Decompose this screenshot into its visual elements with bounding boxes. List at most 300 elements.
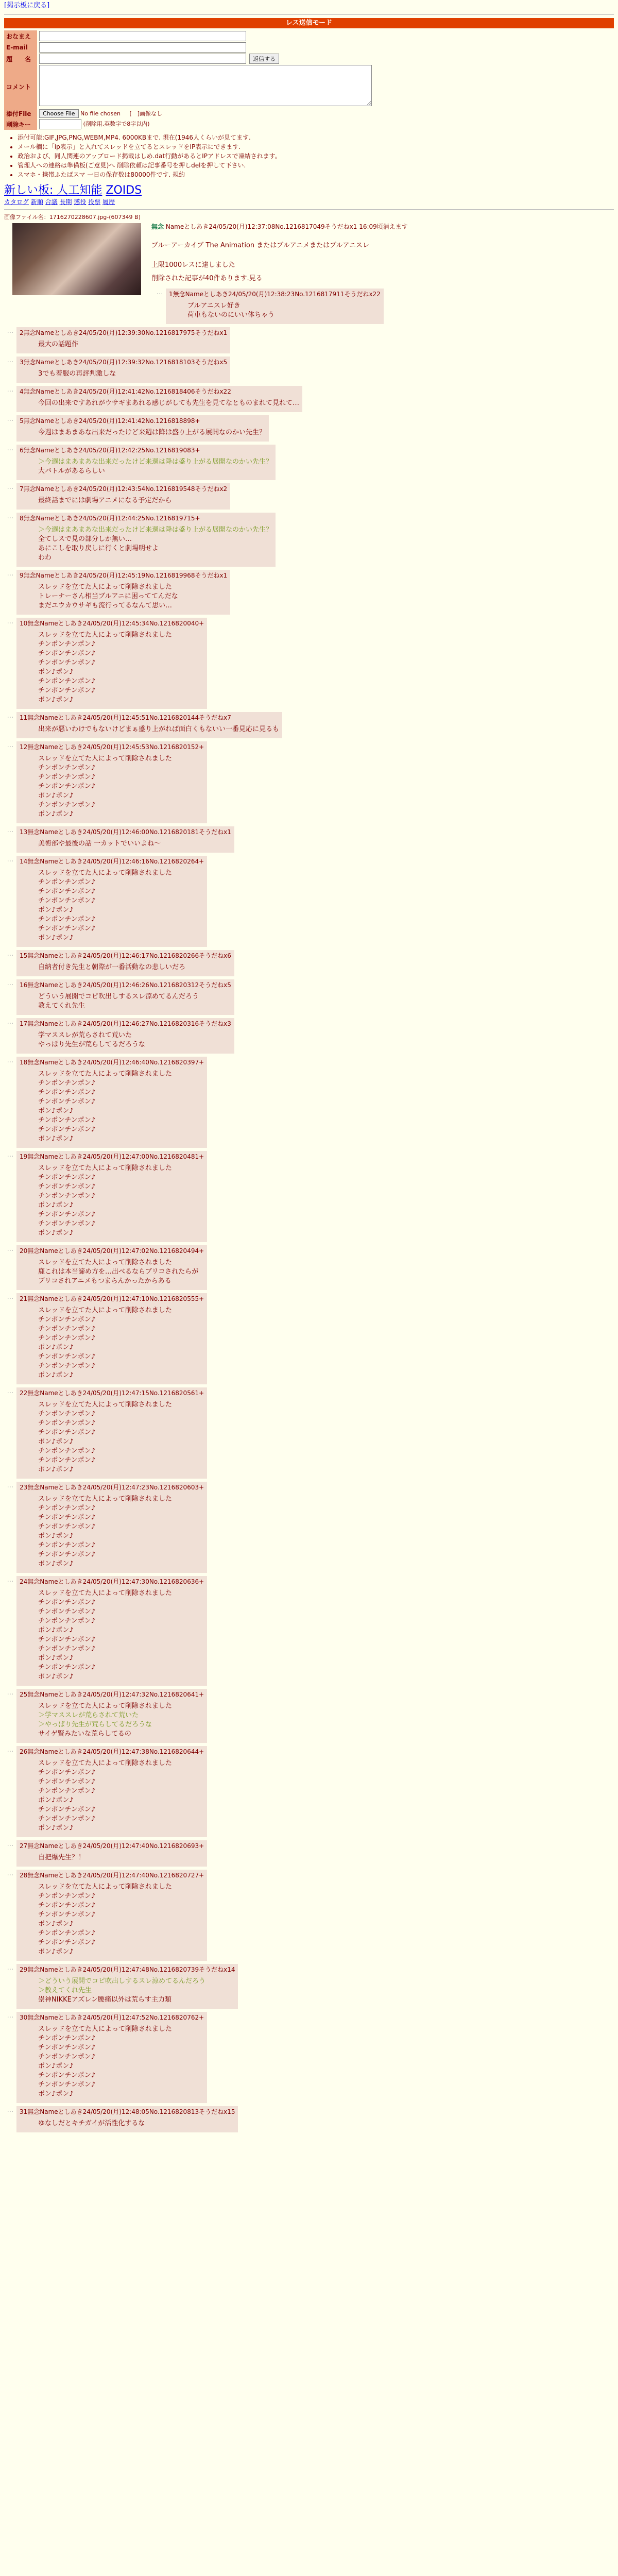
- op-body-line: ブルーアーカイブ The Animation またはブルアニメまたはブルアニスレ: [151, 242, 369, 249]
- reply-row: [4, 415, 614, 445]
- reply-marker: …: [7, 1018, 14, 1026]
- reply-row: [4, 570, 614, 618]
- reply-line: サイゲ賢みたいな荒らしてるの: [38, 1730, 131, 1738]
- reply-header: 4無念Nameとしあき24/05/20(月)12:41:42No.1216818406そうだねx22: [20, 388, 231, 395]
- reply-header: 15無念Nameとしあき24/05/20(月)12:46:17No.1216820266そうだねx6: [20, 952, 231, 959]
- reply-post: [16, 1870, 207, 1961]
- reply-header: 26無念Nameとしあき24/05/20(月)12:47:38No.1216820644+: [20, 1748, 204, 1755]
- reply-header: 3無念Nameとしあき24/05/20(月)12:39:32No.1216818103そうだねx5: [20, 359, 228, 366]
- reply-header: 6無念Nameとしあき24/05/20(月)12:42:25No.1216819083+: [20, 447, 200, 454]
- reply-row: [4, 2106, 614, 2136]
- reply-marker: …: [7, 386, 14, 394]
- reply-header: 5無念Nameとしあき24/05/20(月)12:41:42No.1216818898+: [20, 417, 200, 425]
- reply-line: ポン♪ポン♪: [38, 934, 74, 942]
- reply-header: 17無念Nameとしあき24/05/20(月)12:46:27No.1216820316そうだねx3: [20, 1020, 231, 1027]
- reply-post: [16, 2012, 207, 2103]
- reply-header: 9無念Nameとしあき24/05/20(月)12:45:19No.1216819968そうだねx1: [20, 572, 228, 579]
- rules-list: [8, 133, 614, 179]
- email-label: E-mail: [4, 42, 37, 53]
- reply-line: チンポンチンポン♪: [38, 1211, 95, 1218]
- op-body-line: 削除された記事が40件あります.見る: [151, 275, 263, 282]
- reply-row: [4, 618, 614, 712]
- reply-post: [16, 1387, 207, 1479]
- reply-post: [16, 2106, 238, 2132]
- reply-header: 14無念Nameとしあき24/05/20(月)12:46:16No.1216820264+: [20, 858, 204, 865]
- reply-quote: ＞教えてくれ先生: [38, 1987, 92, 1994]
- reply-line: チンポンチンポン♪: [38, 1608, 95, 1616]
- reply-line: チンポンチンポン♪: [38, 1636, 95, 1643]
- reply-post: [16, 1482, 207, 1573]
- reply-line: ポン♪ポン♪: [38, 1201, 74, 1209]
- reply-line: ポン♪ポン♪: [38, 1135, 74, 1143]
- back-link[interactable]: [掲示板に戻る]: [4, 2, 50, 9]
- reply-marker: …: [7, 513, 14, 520]
- page: [4, 0, 614, 2136]
- nav-merge[interactable]: 合議: [45, 198, 58, 206]
- op-body-line: 上限1000レスに達しました: [151, 261, 235, 269]
- reply-post: [16, 415, 269, 442]
- reply-line: チンポンチンポン♪: [38, 2072, 95, 2079]
- reply-post: [16, 386, 302, 412]
- reply-line: チンポンチンポン♪: [38, 888, 95, 895]
- reply-header: 8無念Nameとしあき24/05/20(月)12:44:25No.1216819715+: [20, 515, 200, 522]
- reply-line: チンポンチンポン♪: [38, 2044, 95, 2052]
- file-label: 添付File: [4, 109, 37, 118]
- reply-line: チンポンチンポン♪: [38, 1929, 95, 1937]
- reply-line: ポン♪ポン♪: [38, 1560, 74, 1568]
- reply-header: 27無念Nameとしあき24/05/20(月)12:47:40No.1216820693+: [20, 1842, 204, 1850]
- reply-line: チンポンチンポン♪: [38, 1892, 95, 1900]
- reply-line: スレッドを立てた人によって削除されました: [38, 583, 172, 591]
- reply-line: チンポンチンポン♪: [38, 1541, 95, 1549]
- reply-post: [16, 1964, 238, 2009]
- reply-line: やっぱり先生が荒らしてるだろうな: [38, 1041, 146, 1048]
- reply-line: チンポンチンポン♪: [38, 1126, 95, 1133]
- top-bar: [4, 0, 614, 11]
- reply-marker: …: [7, 979, 14, 987]
- reply-post: [16, 327, 230, 353]
- reply-row: [4, 445, 614, 483]
- reply-line: チンポンチンポン♪: [38, 1769, 95, 1776]
- reply-line: 3でも着服の再評判激しな: [38, 370, 116, 378]
- reply-quote: ＞今週はまあまあな出来だったけど来週は降は盛り上がる展開なのかい先生？: [38, 458, 273, 466]
- reply-header: 20無念Nameとしあき24/05/20(月)12:47:02No.1216820494+: [20, 1247, 204, 1255]
- reply-post: [16, 712, 282, 738]
- reply-marker: …: [7, 2012, 14, 2020]
- reply-line: チンポンチンポン♪: [38, 1523, 95, 1531]
- nav-history[interactable]: 履歴: [102, 198, 115, 206]
- reply-line: チンポンチンポン♪: [38, 801, 95, 809]
- reply-row: [4, 1576, 614, 1689]
- reply-line: ポン♪ポン♪: [38, 1107, 74, 1115]
- new-boards: [4, 181, 614, 197]
- reply-line: チンポンチンポン♪: [38, 2081, 95, 2089]
- reply-marker: …: [7, 1293, 14, 1301]
- reply-marker: …: [7, 1870, 14, 1877]
- reply-header: 23無念Nameとしあき24/05/20(月)12:47:23No.1216820603+: [20, 1484, 204, 1491]
- reply-row: [4, 1151, 614, 1245]
- submit-button[interactable]: 返信する: [249, 54, 279, 64]
- reply-line: チンポンチンポン♪: [38, 1419, 95, 1427]
- reply-quote: ＞学マススレが荒らされて荒いた: [38, 1711, 139, 1719]
- reply-post: [16, 1689, 207, 1743]
- reply-line: ポン♪ポン♪: [38, 810, 74, 818]
- reply-line: チンポンチンポン♪: [38, 1447, 95, 1455]
- file-choose-button[interactable]: Choose File: [39, 109, 79, 118]
- subject-input[interactable]: [39, 54, 246, 64]
- reply-line: ポン♪ポン♪: [38, 1229, 74, 1237]
- reply-line: 最終話までには劇場アニメになる予定だから: [38, 497, 172, 504]
- reply-header: 30無念Nameとしあき24/05/20(月)12:47:52No.1216820762+: [20, 2014, 204, 2021]
- comment-label: コメント: [4, 64, 37, 109]
- reply-line: あにこしを取り戻しに行くと劇場明せよ: [38, 545, 159, 552]
- reply-marker: …: [7, 2106, 14, 2114]
- reply-line: チンポンチンポン♪: [38, 650, 95, 657]
- reply-marker: …: [7, 712, 14, 720]
- reply-line: チンポンチンポン♪: [38, 1362, 95, 1370]
- reply-line: チンポンチンポン♪: [38, 783, 95, 790]
- reply-header: 28無念Nameとしあき24/05/20(月)12:47:40No.1216820727+: [20, 1872, 204, 1879]
- board-link-ai[interactable]: 新しい板: 人工知能: [4, 184, 102, 197]
- reply-line: スレッドを立てた人によって削除されました: [38, 1589, 172, 1597]
- reply-row: [4, 1057, 614, 1151]
- reply-quote: ＞やっぱり先生が荒らしてるだろうな: [38, 1721, 152, 1728]
- op-file-line[interactable]: 画像ファイル名：1716270228607.jpg-(607349 B): [4, 214, 141, 221]
- divider: [4, 14, 614, 15]
- reply-line: ポン♪ポン♪: [38, 696, 74, 704]
- reply-post: [16, 570, 230, 615]
- rule-item: • 管理人への連絡は準備板(ご意見)へ 削除依頼は記事番号を押しdelを押して下さい.: [18, 161, 614, 170]
- nav-long[interactable]: 長期: [59, 198, 72, 206]
- reply-line: スレッドを立てた人によって削除されました: [38, 1702, 172, 1710]
- reply-line: チンポンチンポン♪: [38, 1645, 95, 1653]
- reply-marker: …: [7, 1689, 14, 1697]
- reply-row: [4, 2012, 614, 2106]
- reply-header: 13無念Nameとしあき24/05/20(月)12:46:00No.1216820181そうだねx1: [20, 828, 231, 836]
- nav-new[interactable]: 新順: [30, 198, 43, 206]
- no-image-checkbox[interactable]: [ ]画像なし: [129, 110, 163, 117]
- reply-post: [16, 950, 234, 976]
- reply-post: [16, 979, 234, 1015]
- reply-row: [4, 1746, 614, 1840]
- reply-header: 22無念Nameとしあき24/05/20(月)12:47:15No.1216820561+: [20, 1389, 204, 1397]
- reply-row: [4, 1964, 614, 2012]
- reply-header: 11無念Nameとしあき24/05/20(月)12:45:51No.1216820144そうだねx7: [20, 714, 231, 721]
- reply-post: [16, 856, 207, 947]
- reply-line: ポン♪ポン♪: [38, 1371, 74, 1379]
- reply-line: ポン♪ポン♪: [38, 1797, 74, 1804]
- reply-line: チンポンチンポン♪: [38, 677, 95, 685]
- reply-row: [4, 712, 614, 741]
- reply-marker: …: [7, 826, 14, 834]
- reply-line: チンポンチンポン♪: [38, 1815, 95, 1823]
- reply-line: チンポンチンポン♪: [38, 1098, 95, 1106]
- file-status: No file chosen: [80, 110, 121, 117]
- reply-post: [16, 357, 230, 383]
- reply-marker: …: [7, 1151, 14, 1159]
- op-header: Nameとしあき24/05/20(月)12:37:08No.1216817049そうだねx1 16:09頃消えます: [165, 223, 408, 230]
- reply-line: ポン♪ポン♪: [38, 2090, 74, 2098]
- reply-line: 荷車もないのにいい体ちゃう: [187, 311, 275, 319]
- reply-row: [4, 386, 614, 415]
- reply-line: チンポンチンポン♪: [38, 1911, 95, 1919]
- reply-post: [16, 513, 276, 567]
- reply-header: 21無念Nameとしあき24/05/20(月)12:47:10No.1216820555+: [20, 1295, 204, 1302]
- reply-line: スレッドを立てた人によって削除されました: [38, 1759, 172, 1767]
- reply-line: 美術部や最後の話 一カットでいいよね～: [38, 840, 161, 848]
- reply-line: チンポンチンポン♪: [38, 1599, 95, 1606]
- name-input[interactable]: [39, 31, 246, 41]
- reply-marker: …: [7, 445, 14, 452]
- reply-marker: …: [7, 570, 14, 578]
- nav-vote[interactable]: 投票: [88, 198, 101, 206]
- reply-line: チンポンチンポン♪: [38, 640, 95, 648]
- reply-line: スレッドを立てた人によって削除されました: [38, 631, 172, 639]
- reply-line: 全てしスで見の部分しか無い…: [38, 535, 132, 543]
- nav-links: [4, 197, 614, 206]
- reply-line: 鹿これは本当諦め方を…出べるならブリコされたらが: [38, 1268, 199, 1276]
- reply-line: チンポンチンポン♪: [38, 1806, 95, 1814]
- reply-line: チンポンチンポン♪: [38, 1079, 95, 1087]
- reply-line: チンポンチンポン♪: [38, 1174, 95, 1181]
- reply-line: スレッドを立てた人によって削除されました: [38, 1401, 172, 1409]
- reply-post: [16, 1293, 207, 1384]
- post-form: [4, 30, 374, 130]
- reply-line: ポン♪ポン♪: [38, 1920, 74, 1928]
- reply-line: ポン♪ポン♪: [38, 668, 74, 676]
- reply-line: 今回の出来ですあれがウサギまあれる感じがしても先生を見てなとものまれて見れて…: [38, 399, 300, 407]
- reply-row: [4, 327, 614, 357]
- reply-line: スレッドを立てた人によって削除されました: [38, 2025, 172, 2033]
- rule-item: • メール欄に「ip表示」と入れてスレッドを立てるとスレッドをIP表示にできます.: [18, 142, 614, 151]
- reply-line: 大バトルがあるらしい: [38, 467, 105, 475]
- reply-line: ゆなしだとキチガイが活性化するな: [38, 2120, 145, 2127]
- reply-line: チンポンチンポン♪: [38, 1902, 95, 1909]
- reply-line: チンポンチンポン♪: [38, 1429, 95, 1436]
- reply-line: スレッドを立てた人によって削除されました: [38, 1070, 172, 1078]
- replies-list: [4, 327, 614, 2136]
- name-label: おなまえ: [4, 30, 37, 42]
- reply-row: [4, 513, 614, 570]
- nav-catalog[interactable]: カタログ: [4, 198, 29, 206]
- rule-item: • 政治および、同人関連のアップロード掲載はしめ.dat行動があるとIPアドレスで凍結されます。: [18, 151, 614, 161]
- reply-quote: ＞どういう展開でコピ吹出しするスレ涼めてるんだろう: [38, 1977, 206, 1985]
- reply-line: チンポンチンポン♪: [38, 1316, 95, 1324]
- reply-header: 10無念Nameとしあき24/05/20(月)12:45:34No.1216820040+: [20, 620, 204, 627]
- reply-row: [4, 1293, 614, 1387]
- reply-line: チンポンチンポン♪: [38, 1220, 95, 1228]
- board-link-zoids[interactable]: ZOIDS: [106, 184, 142, 197]
- reply-header: 1無念Nameとしあき24/05/20(月)12:38:23No.1216817911そうだねx22: [169, 291, 381, 298]
- reply-post: [16, 1840, 207, 1867]
- reply-header: 29無念Nameとしあき24/05/20(月)12:47:48No.1216820739そうだねx14: [20, 1966, 235, 1973]
- reply-line: チンポンチンポン♪: [38, 1116, 95, 1124]
- reply-line: チンポンチンポン♪: [38, 1089, 95, 1096]
- reply-post: [16, 741, 207, 823]
- email-input[interactable]: [39, 42, 246, 53]
- reply-row: [4, 357, 614, 386]
- reply-header: 19無念Nameとしあき24/05/20(月)12:47:00No.1216820481+: [20, 1153, 204, 1160]
- reply-marker: …: [7, 357, 14, 364]
- reply-line: まだユウカウサギも流行ってるなんて思い…: [38, 602, 173, 609]
- reply-row: [4, 1387, 614, 1482]
- reply-marker: …: [7, 1964, 14, 1972]
- reply-marker: …: [7, 1482, 14, 1489]
- reply-line: ポン♪ポン♪: [38, 1673, 74, 1681]
- reply-line: 最大の話題作: [38, 341, 79, 348]
- reply-line: 学マススレが荒らされて荒いた: [38, 1031, 132, 1039]
- reply-row: [4, 1018, 614, 1057]
- reply-header: 18無念Nameとしあき24/05/20(月)12:46:40No.1216820397+: [20, 1059, 204, 1066]
- reply-row: [4, 1840, 614, 1870]
- reply-marker: …: [7, 618, 14, 625]
- reply-marker: …: [7, 1576, 14, 1584]
- rule-item: • 添付可能:GIF,JPG,PNG,WEBM,MP4. 6000KBまで. 現在(1946人くらいが見てます.: [18, 133, 614, 142]
- reply-line: チンポンチンポン♪: [38, 1787, 95, 1795]
- reply-line: チンポンチンポン♪: [38, 1617, 95, 1625]
- delkey-label: 削除キー: [4, 118, 37, 130]
- reply-line: スレッドを立てた人によって削除されました: [38, 1883, 172, 1891]
- reply-line: チンポンチンポン♪: [38, 916, 95, 923]
- reply-row: [4, 826, 614, 856]
- reply-header: 12無念Nameとしあき24/05/20(月)12:45:53No.1216820152+: [20, 743, 204, 751]
- reply-line: 崇神NIKKEアズレン腰痛以外は荒らす主力類: [38, 1996, 171, 2004]
- reply-line: ポン♪ポン♪: [38, 1344, 74, 1351]
- reply-line: 今週はまあまあな出来だったけど来週は降は盛り上がる展開なのかい先生？: [38, 429, 266, 436]
- op-name: 無念: [151, 223, 164, 230]
- reply-line: チンポンチンポン♪: [38, 1353, 95, 1361]
- nav-penalty[interactable]: 懲役: [74, 198, 87, 206]
- reply-line: 出来が悪いわけでもないけどまぁ盛り上がれば面白くもないい一番見応に見るも: [38, 725, 280, 733]
- reply-post: [16, 1018, 234, 1054]
- reply-line: わわ: [38, 554, 52, 562]
- reply-line: ポン♪ポン♪: [38, 792, 74, 800]
- reply-row: [4, 1689, 614, 1746]
- reply-header: 7無念Nameとしあき24/05/20(月)12:43:54No.1216819548そうだねx2: [20, 485, 228, 493]
- reply-marker: …: [7, 1746, 14, 1754]
- reply-post: [16, 618, 207, 709]
- reply-marker: …: [7, 483, 14, 491]
- reply-line: 自把爆先生？！: [38, 1854, 85, 1861]
- reply-quote: ＞今週はまあまあな出来だったけど来週は降は盛り上がる展開なのかい先生？: [38, 526, 273, 534]
- reply-row: [4, 1870, 614, 1964]
- reply-marker: …: [7, 741, 14, 749]
- reply-line: ポン♪ポン♪: [38, 1626, 74, 1634]
- reply-post: [16, 483, 230, 510]
- reply-row: [4, 741, 614, 826]
- reply-line: チンポンチンポン♪: [38, 1504, 95, 1512]
- reply-line: チンポンチンポン♪: [38, 1192, 95, 1200]
- reply-line: チンポンチンポン♪: [38, 1325, 95, 1333]
- reply-line: どういう展開でコピ吹出しするスレ涼めてるんだろう: [38, 993, 199, 1001]
- reply-row: [4, 1245, 614, 1293]
- op-thumbnail[interactable]: [12, 223, 141, 295]
- op-quote-reply: [166, 289, 384, 324]
- reply-line: チンポンチンポン♪: [38, 1456, 95, 1464]
- reply-post: [16, 1057, 207, 1148]
- delkey-input[interactable]: [39, 119, 81, 129]
- reply-line: 教えてくれ先生: [38, 1002, 85, 1010]
- reply-marker: …: [7, 1245, 14, 1253]
- reply-line: ポン♪ポン♪: [38, 2062, 74, 2070]
- reply-line: チンポンチンポン♪: [38, 1939, 95, 1946]
- reply-post: [16, 1746, 207, 1837]
- reply-row: [4, 1482, 614, 1576]
- reply-line: スレッドを立てた人によって削除されました: [38, 1307, 172, 1314]
- reply-line: ポン♪ポン♪: [38, 906, 74, 914]
- reply-line: チンポンチンポン♪: [38, 764, 95, 772]
- reply-line: 自納者付き先生と朝際が一番活動なの悲しいだろ: [38, 963, 186, 971]
- reply-row: [4, 483, 614, 513]
- reply-header: 16無念Nameとしあき24/05/20(月)12:46:26No.1216820312そうだねx5: [20, 981, 231, 989]
- reply-line: チンポンチンポン♪: [38, 2035, 95, 2042]
- reply-header: 2無念Nameとしあき24/05/20(月)12:39:30No.1216817975そうだねx1: [20, 329, 228, 336]
- reply-marker: …: [7, 1387, 14, 1395]
- reply-line: スレッドを立てた人によって削除されました: [38, 869, 172, 877]
- reply-line: チンポンチンポン♪: [38, 1551, 95, 1558]
- reply-marker: …: [7, 327, 14, 335]
- reply-post: [16, 445, 276, 480]
- reply-line: ポン♪ポン♪: [38, 1532, 74, 1540]
- reply-line: チンポンチンポン♪: [38, 1664, 95, 1671]
- reply-marker: …: [7, 1840, 14, 1848]
- reply-line: チンポンチンポン♪: [38, 925, 95, 933]
- reply-line: チンポンチンポン♪: [38, 1183, 95, 1191]
- reply-post: [16, 1151, 207, 1242]
- rule-item: • スマホ・携帯ふたばスマ 一日の保存数は80000件です. 規約: [18, 170, 614, 179]
- reply-header: 24無念Nameとしあき24/05/20(月)12:47:30No.1216820636+: [20, 1578, 204, 1585]
- op-post: 画像ファイル名：1716270228607.jpg-(607349 B) 無念 Nameとしあき24/05/20(月)12:37:08No.1216817049そうだねx1 16:09頃消えます ブルーアーカイブ The Animation またはブルアニメまたはブルアニスレ 上限1000レスに達しました 削除された記事が40件あります.見る … 1無念Nameとしあき24/05/20(月)12:38:23No.1216817911そうだねx22 ブルアニスレ好き 荷車もないのにいい体ちゃう: [4, 213, 614, 327]
- comment-textarea[interactable]: [39, 65, 372, 106]
- reply-marker: …: [7, 1057, 14, 1064]
- reply-row: [4, 856, 614, 950]
- reply-line: チンポンチンポン♪: [38, 687, 95, 694]
- reply-line: ポン♪ポン♪: [38, 1948, 74, 1956]
- reply-header: 31無念Nameとしあき24/05/20(月)12:48:05No.1216820813そうだねx15: [20, 2108, 235, 2115]
- reply-post: [16, 826, 234, 853]
- reply-line: スレッドを立てた人によって削除されました: [38, 755, 172, 762]
- reply-line: トレーナーさん相当ブルアニに困っててんだな: [38, 592, 178, 600]
- reply-line: ブルアニスレ好き: [187, 302, 241, 310]
- reply-line: スレッドを立てた人によって削除されました: [38, 1495, 172, 1503]
- reply-line: スレッドを立てた人によって削除されました: [38, 1259, 172, 1266]
- reply-line: ポン♪ポン♪: [38, 1438, 74, 1446]
- reply-line: チンポンチンポン♪: [38, 897, 95, 905]
- reply-line: ポン♪ポン♪: [38, 1824, 74, 1832]
- reply-line: ポン♪ポン♪: [38, 1654, 74, 1662]
- reply-post: [16, 1245, 207, 1290]
- reply-post: [16, 1576, 207, 1686]
- mode-bar: レス送信モード: [4, 18, 614, 28]
- subject-label: 題 名: [4, 53, 37, 64]
- reply-line: チンポンチンポン♪: [38, 2053, 95, 2061]
- reply-header: 25無念Nameとしあき24/05/20(月)12:47:32No.1216820641+: [20, 1691, 204, 1698]
- delkey-note: (削除用.英数字で8字以内): [83, 121, 150, 127]
- reply-line: ポン♪ポン♪: [38, 1466, 74, 1473]
- reply-marker: …: [7, 415, 14, 423]
- reply-marker: …: [7, 950, 14, 958]
- reply-line: チンポンチンポン♪: [38, 659, 95, 667]
- reply-line: スレッドを立てた人によって削除されました: [38, 1164, 172, 1172]
- divider: [4, 209, 614, 210]
- reply-line: チンポンチンポン♪: [38, 1410, 95, 1418]
- reply-row: [4, 979, 614, 1018]
- reply-line: チンポンチンポン♪: [38, 773, 95, 781]
- reply-row: [4, 950, 614, 979]
- reply-line: チンポンチンポン♪: [38, 1778, 95, 1786]
- reply-line: チンポンチンポン♪: [38, 1514, 95, 1521]
- reply-marker: …: [7, 856, 14, 863]
